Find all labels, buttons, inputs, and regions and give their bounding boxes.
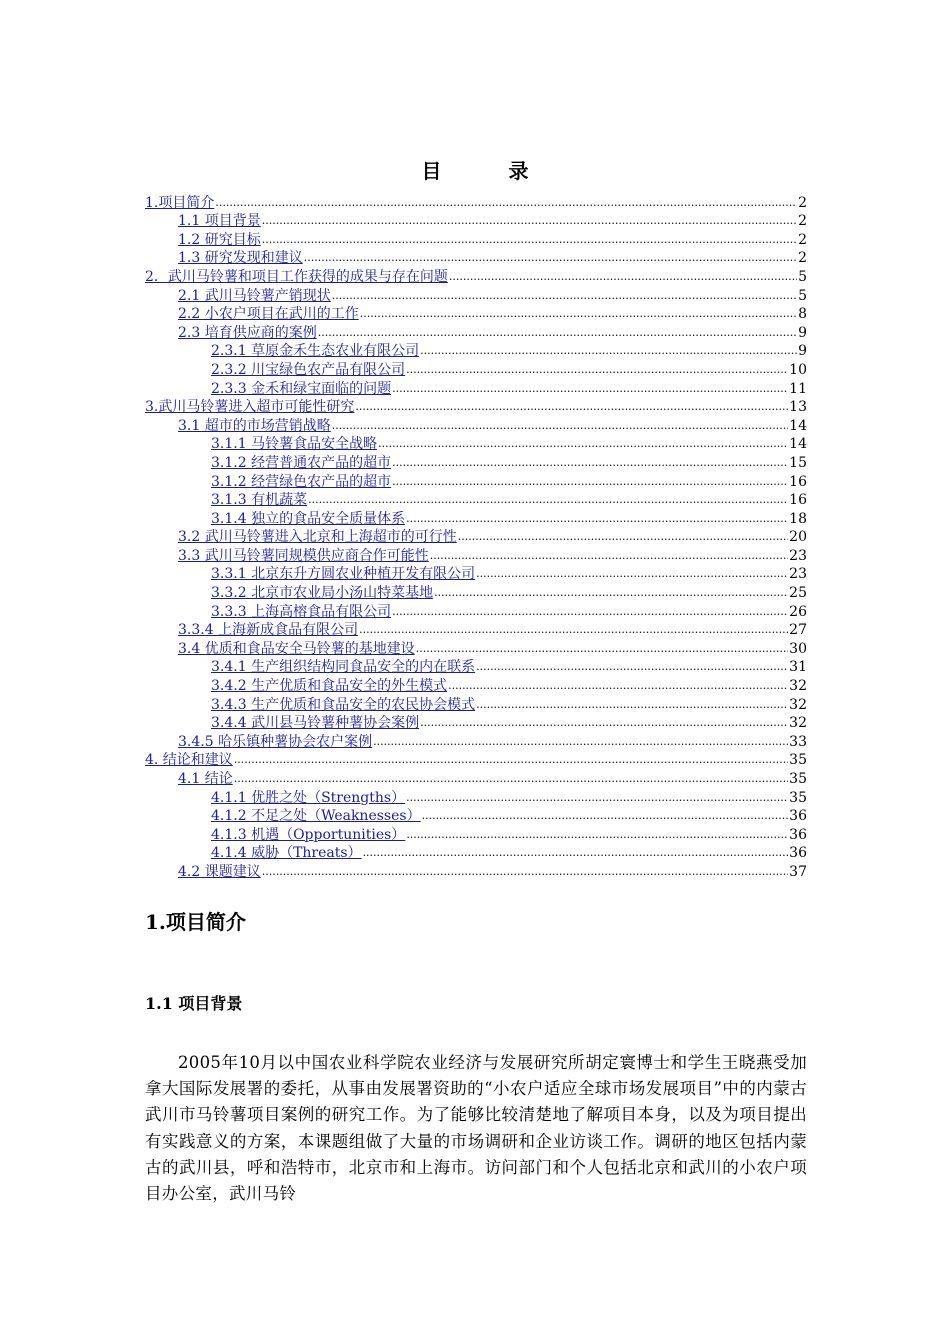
toc-page-number: 9 [798, 324, 807, 341]
toc-page-number: 2 [798, 250, 807, 267]
toc-entry-link[interactable]: 3.1.2 经营绿色农产品的超市 [211, 473, 392, 490]
toc-leader-dots [406, 511, 788, 527]
toc-page-number: 32 [789, 696, 807, 713]
toc-leader-dots [392, 381, 788, 397]
toc-leader-dots [392, 604, 788, 620]
toc-entry-link[interactable]: 3.1.3 有机蔬菜 [211, 492, 308, 509]
toc-leader-dots [234, 771, 788, 787]
toc-entry-link[interactable]: 1.3 研究发现和建议 [178, 250, 303, 267]
toc-leader-dots [458, 529, 788, 545]
toc-entry[interactable] [145, 675, 807, 694]
toc-entry[interactable] [145, 806, 807, 825]
toc-leader-dots [406, 362, 788, 378]
toc-entry-link[interactable]: 3.1 超市的市场营销战略 [178, 417, 331, 434]
toc-leader-dots [332, 288, 797, 304]
toc-entry-link[interactable]: 2．武川马铃薯和项目工作获得的成果与存在问题 [145, 268, 448, 285]
toc-entry[interactable] [145, 434, 807, 453]
toc-entry-link[interactable]: 3.3.2 北京市农业局小汤山特菜基地 [211, 585, 434, 602]
body-paragraph: 2005年10月以中国农业科学院农业经济与发展研究所胡定寰博士和学生王晓燕受加拿大国际发展署的委托，从事由发展署资助的“小农户适应全球市场发展项目”中的内蒙古武川市马铃薯项目案例的研究工作。为了能够比较清楚地了解项目本身，以及为项目提出有实践意义的方案，本课题组做了大量的市场调研和企业访谈工作。调研的地区包括内蒙古的武川县，呼和浩特市，北京市和上海市。访问部门和个人包括北京和武川的小农户项目办公室，武川马铃 [145, 1053, 807, 1204]
toc-leader-dots [392, 455, 788, 471]
toc-entry[interactable] [145, 750, 807, 769]
toc-page-number: 5 [798, 287, 807, 304]
toc-entry[interactable] [145, 601, 807, 620]
toc-page-number: 8 [798, 306, 807, 323]
toc-entry-link[interactable]: 3.4.3 生产优质和食品安全的农民协会模式 [211, 696, 476, 713]
toc-leader-dots [308, 492, 788, 508]
toc-leader-dots [392, 474, 788, 490]
toc-page-number: 33 [789, 733, 807, 750]
toc-entry-link[interactable]: 2.3 培育供应商的案例 [178, 324, 317, 341]
toc-leader-dots [359, 622, 788, 638]
toc-entry[interactable] [145, 378, 807, 397]
toc-entry[interactable] [145, 824, 807, 843]
toc-page-number: 5 [798, 268, 807, 285]
toc-page-number: 13 [789, 399, 807, 416]
toc-entry[interactable] [145, 266, 807, 285]
toc-leader-dots [378, 436, 788, 452]
toc-leader-dots [406, 790, 788, 806]
toc-leader-dots [476, 566, 788, 582]
toc-leader-dots [406, 827, 788, 843]
toc-page-number: 14 [789, 436, 807, 453]
toc-entry-link[interactable]: 3.3.1 北京东升方圆农业种植开发有限公司 [211, 566, 476, 583]
toc-page-number: 2 [798, 213, 807, 230]
toc-page-number: 18 [789, 510, 807, 527]
toc-entry-link[interactable]: 1.2 研究目标 [178, 231, 261, 248]
toc-page-number: 10 [789, 361, 807, 378]
toc-entry-link[interactable]: 3.1.1 马铃薯食品安全战略 [211, 436, 378, 453]
toc-leader-dots [262, 864, 788, 880]
toc-page-number: 37 [789, 863, 807, 880]
toc-page-number: 14 [789, 417, 807, 434]
toc-leader-dots [448, 678, 788, 694]
toc-leader-dots [318, 325, 797, 341]
toc-entry[interactable] [145, 397, 807, 416]
toc-leader-dots [234, 752, 788, 768]
toc-page-number: 16 [789, 473, 807, 490]
toc-entry[interactable] [145, 229, 807, 248]
toc-entry-link[interactable]: 3.4.5 哈乐镇种薯协会农户案例 [178, 733, 373, 750]
section-heading: 1.项目简介 [145, 910, 246, 934]
toc-entry[interactable] [145, 508, 807, 527]
toc-leader-dots [476, 659, 788, 675]
toc-entry-link[interactable]: 3.3 武川马铃薯同规模供应商合作可能性 [178, 547, 429, 564]
toc-page-number: 2 [798, 231, 807, 248]
toc-page-number: 27 [789, 622, 807, 639]
toc-page-number: 26 [789, 603, 807, 620]
toc-page-number: 23 [789, 566, 807, 583]
toc-entry-link[interactable]: 4.1 结论 [178, 771, 233, 787]
toc-entry[interactable] [145, 638, 807, 657]
toc-leader-dots [449, 269, 797, 285]
toc-leader-dots [420, 715, 788, 731]
toc-entry-link[interactable]: 3.1.2 经营普通农产品的超市 [211, 454, 392, 471]
toc-entry-link[interactable]: 4.2 课题建议 [178, 863, 261, 880]
toc-page-number: 35 [789, 752, 807, 769]
toc-page-number: 35 [789, 789, 807, 806]
toc-entry[interactable] [145, 527, 807, 546]
toc-entry[interactable] [145, 694, 807, 713]
toc-leader-dots [304, 250, 797, 266]
toc-entry-link[interactable]: 3.4 优质和食品安全马铃薯的基地建设 [178, 640, 415, 657]
toc-page-number: 15 [789, 454, 807, 471]
toc-entry-link[interactable]: 2.3.1 草原金禾生态农业有限公司 [211, 343, 420, 360]
toc-leader-dots [262, 213, 797, 229]
toc-entry-link[interactable]: 1.1 项目背景 [178, 213, 261, 230]
toc-entry-link[interactable]: 3.3.3 上海高榕食品有限公司 [211, 603, 392, 620]
toc-page-number: 32 [789, 678, 807, 695]
toc-entry-link[interactable]: 4. 结论和建议 [145, 752, 233, 769]
toc-leader-dots [332, 418, 788, 434]
toc-entry[interactable] [145, 731, 807, 750]
toc-entry[interactable] [145, 582, 807, 601]
toc-page-number: 30 [789, 640, 807, 657]
subsection-heading: 1.1 项目背景 [145, 994, 243, 1013]
toc-entry[interactable] [145, 620, 807, 639]
toc-entry[interactable] [145, 564, 807, 583]
toc-entry[interactable] [145, 415, 807, 434]
toc-page-number: 16 [789, 492, 807, 509]
toc-entry[interactable] [145, 713, 807, 732]
toc-page-number: 11 [789, 380, 807, 397]
toc-leader-dots [215, 195, 797, 211]
toc-entry-link[interactable]: 2.1 武川马铃薯产销现状 [178, 287, 331, 304]
toc-leader-dots [373, 734, 788, 750]
toc-entry-link[interactable]: 4.1.1 优胜之处（Strengths） [211, 789, 406, 806]
toc-entry-link[interactable]: 3.3.4 上海新成食品有限公司 [178, 622, 359, 639]
toc-entry[interactable] [145, 211, 807, 230]
toc-leader-dots [422, 808, 789, 824]
toc-entry-link[interactable]: 3.1.4 独立的食品安全质量体系 [211, 510, 406, 527]
toc-title: 目 录 [421, 159, 559, 183]
toc-leader-dots [476, 697, 788, 713]
toc-entry[interactable] [145, 304, 807, 323]
toc-leader-dots [420, 343, 797, 359]
toc-entry-link[interactable]: 3.4.4 武川县马铃薯种薯协会案例 [211, 715, 420, 732]
toc-page-number: 23 [789, 547, 807, 564]
toc-entry[interactable] [145, 768, 807, 787]
toc-page-number: 32 [789, 715, 807, 732]
toc-entry-link[interactable]: 4.1.4 威胁（Threats） [211, 845, 362, 862]
toc-page-number: 36 [789, 826, 807, 843]
toc-page-number: 35 [789, 771, 807, 787]
toc-entry-link[interactable]: 2.2 小农户项目在武川的工作 [178, 306, 359, 323]
toc-entry[interactable] [145, 359, 807, 378]
toc-entry[interactable] [145, 861, 807, 880]
toc-entry-link[interactable]: 3.2 武川马铃薯进入北京和上海超市的可行性 [178, 529, 457, 546]
toc-leader-dots [363, 845, 789, 861]
toc-entry[interactable] [145, 322, 807, 341]
toc-page-number: 25 [789, 585, 807, 602]
toc-entry-link[interactable]: 4.1.3 机遇（Opportunities） [211, 826, 406, 843]
toc-entry[interactable] [145, 843, 807, 862]
toc-page-number: 36 [789, 808, 807, 825]
toc-entry-link[interactable]: 2.3.2 川宝绿色农产品有限公司 [211, 361, 406, 378]
toc-page-number: 20 [789, 529, 807, 546]
toc-entry-link[interactable]: 3.4.2 生产优质和食品安全的外生模式 [211, 678, 448, 695]
toc-page-number: 9 [798, 343, 807, 360]
toc-entry-link[interactable]: 4.1.2 不足之处（Weaknesses） [211, 808, 421, 825]
toc-leader-dots [430, 548, 788, 564]
toc-page-number: 36 [789, 845, 807, 862]
toc-leader-dots [262, 232, 797, 248]
toc-entry-link[interactable]: 2.3.3 金禾和绿宝面临的问题 [211, 380, 392, 397]
toc-entry[interactable] [145, 452, 807, 471]
toc-entry[interactable] [145, 192, 807, 211]
table-of-contents [145, 192, 807, 880]
toc-leader-dots [360, 306, 797, 322]
toc-leader-dots [355, 399, 788, 415]
toc-entry-link[interactable]: 3.4.1 生产组织结构同食品安全的内在联系 [211, 659, 476, 676]
toc-entry[interactable] [145, 341, 807, 360]
toc-entry[interactable] [145, 248, 807, 267]
toc-entry[interactable] [145, 787, 807, 806]
toc-entry-link[interactable]: 1.项目简介 [145, 194, 215, 211]
toc-leader-dots [416, 641, 788, 657]
toc-entry[interactable] [145, 285, 807, 304]
toc-entry[interactable] [145, 657, 807, 676]
toc-leader-dots [434, 585, 788, 601]
toc-page-number: 31 [789, 659, 807, 676]
toc-entry-link[interactable]: 3.武川马铃薯进入超市可能性研究 [145, 399, 355, 416]
toc-entry[interactable] [145, 490, 807, 509]
toc-entry[interactable] [145, 545, 807, 564]
toc-entry[interactable] [145, 471, 807, 490]
toc-page-number: 2 [798, 194, 807, 211]
